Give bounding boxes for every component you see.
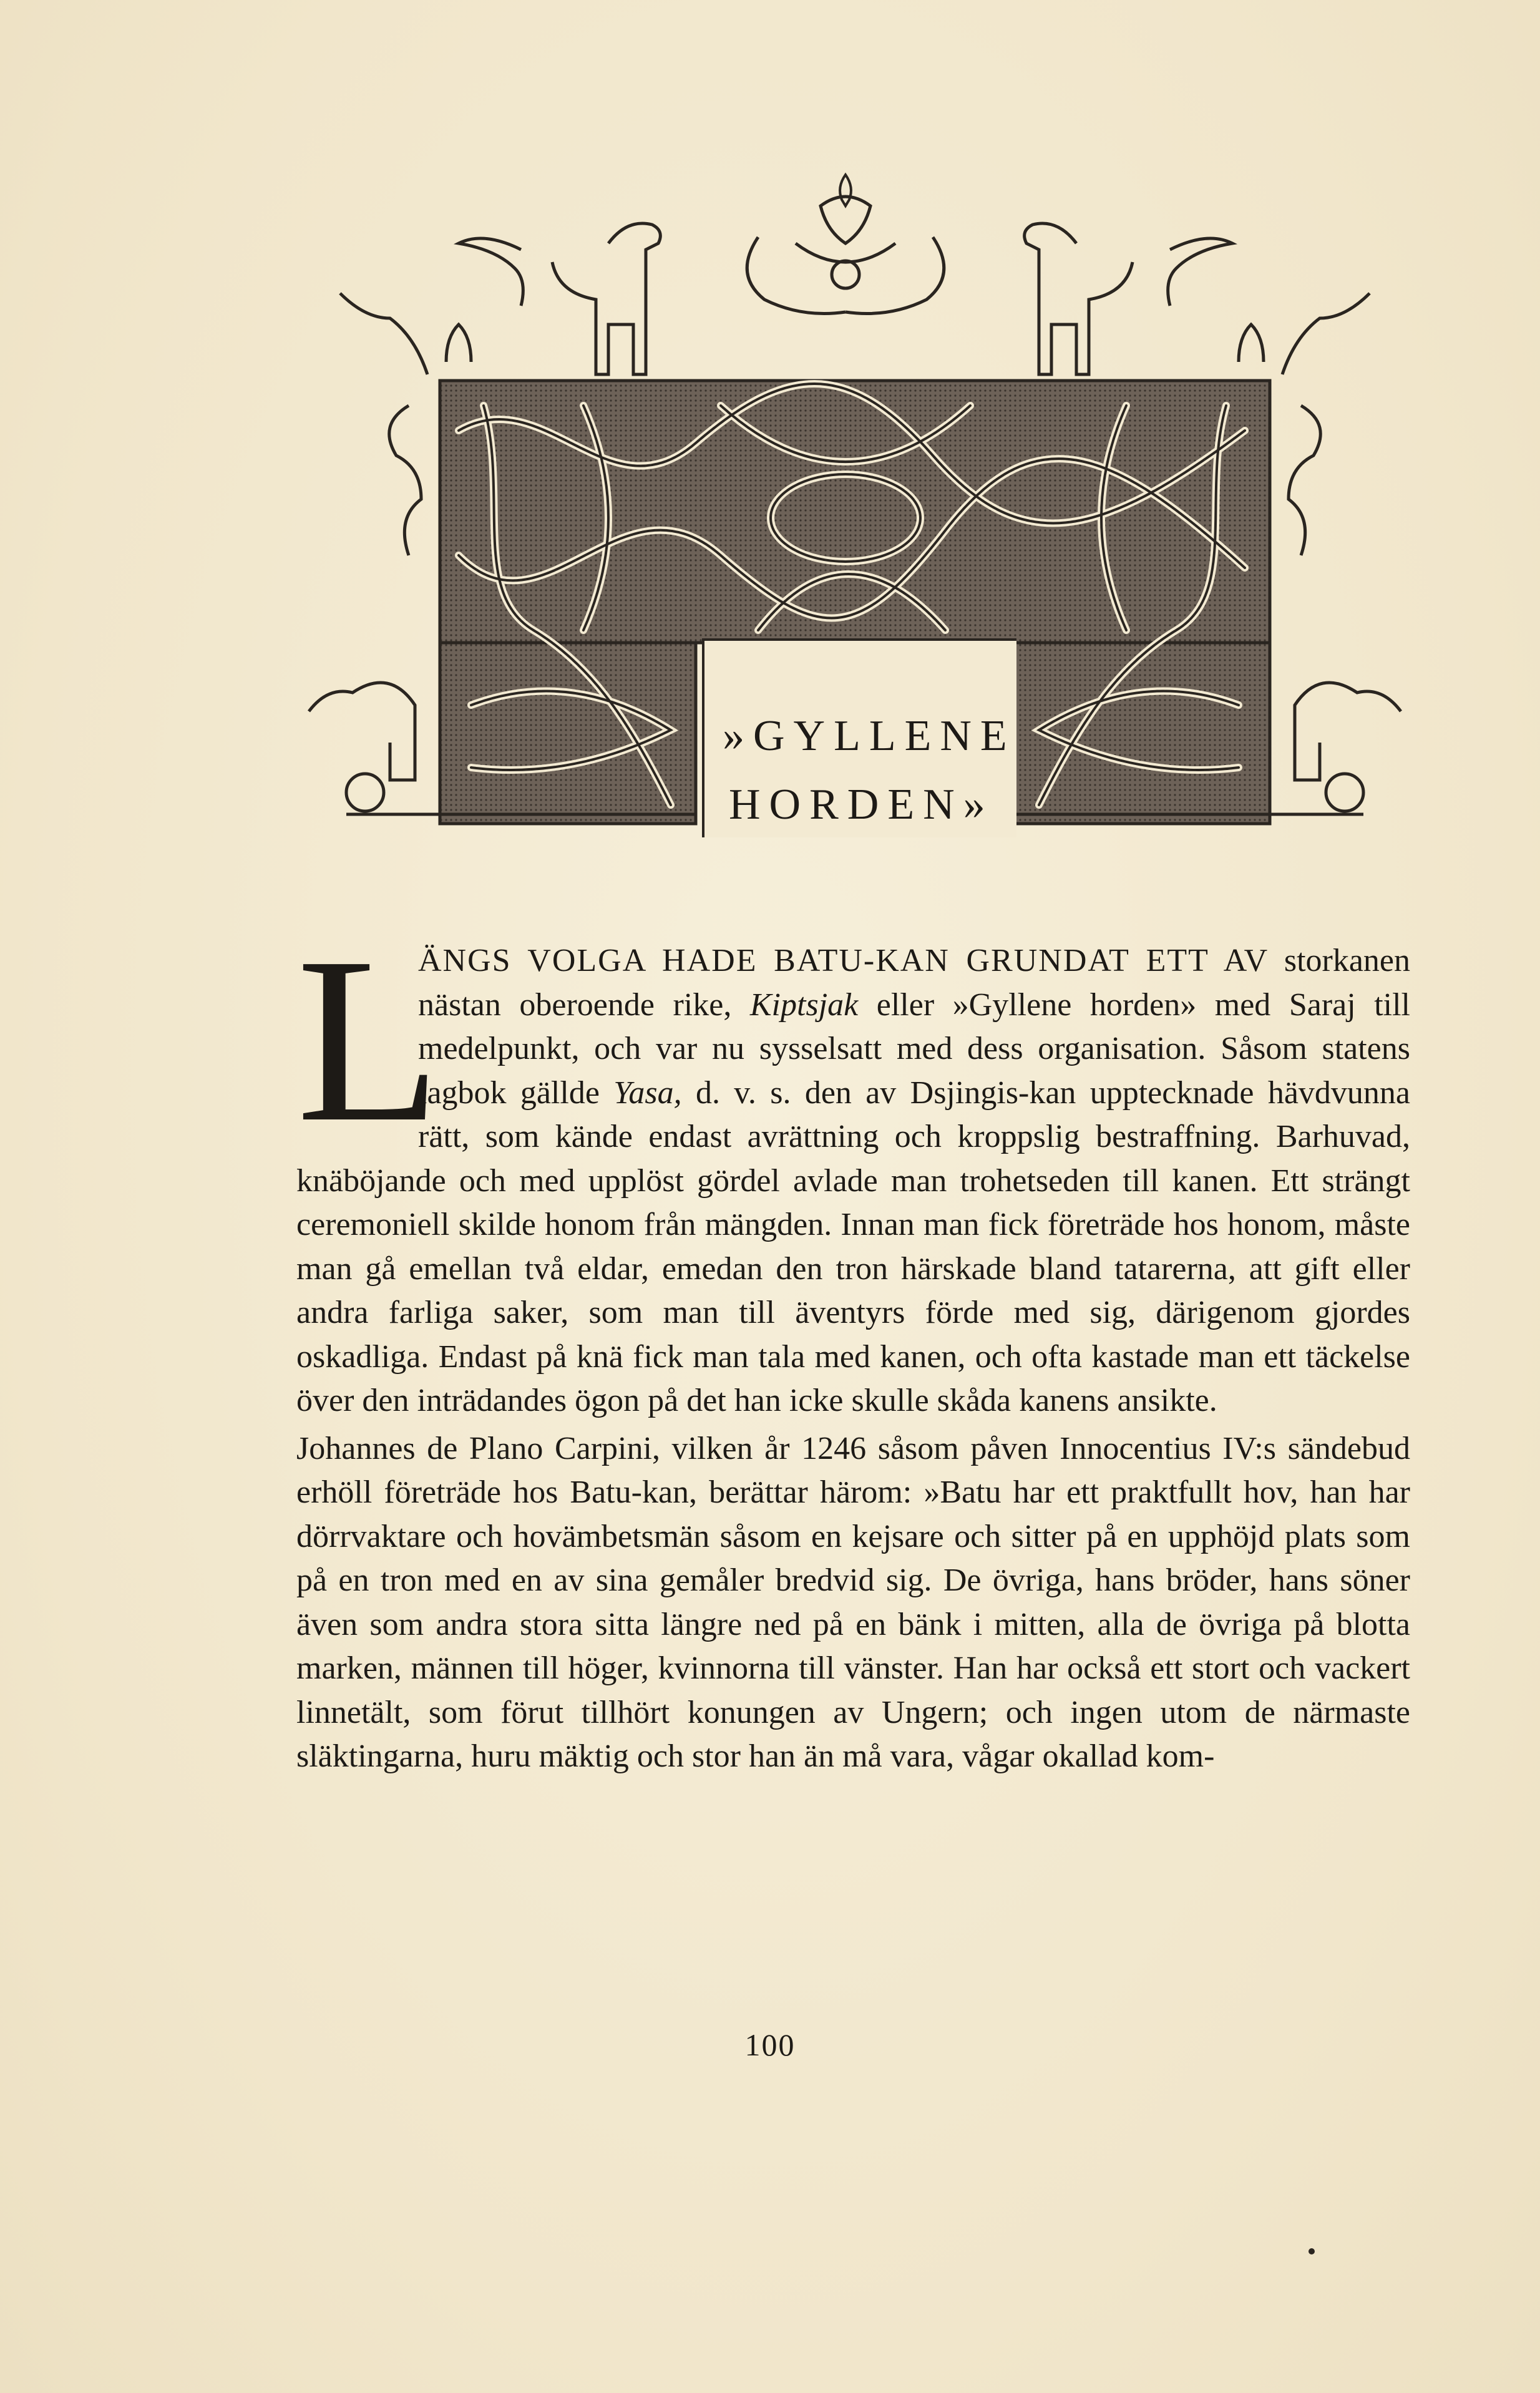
drop-cap: L <box>296 909 442 1171</box>
lead-in: ÄNGS VOLGA HADE BATU-KAN GRUNDAT ETT AV <box>418 943 1269 978</box>
page-number: 100 <box>744 2027 796 2062</box>
paragraph-1 <box>296 909 1410 1423</box>
paragraph-1-text-c: d. v. s. den av Dsjingis-kan upptecknade hävdvunna rätt, som kände endast avrättning och kroppslig bestraffning. Barhuvad, knäböjande och med upplöst gördel avlade man trohetseden till kanen. Ett strängt ceremoniell skilde honom från mängden. Innan man fick företräde hos honom, måste man gå emellan två eldar, emedan den tron härskade bland tatarerna, att gift eller andra farliga saker, som man till äventyrs förde med sig, därigenom gjordes oskadliga. Endast på knä fick man tala med kanen, och ofta kastade man ett täckelse över den inträdandes ögon på det han icke skulle skåda kanens ansikte. <box>296 1075 1410 1418</box>
paragraph-1-italic-kiptsjak: Kiptsjak <box>749 987 859 1023</box>
paragraph-1-text-b: eller »Gyllene horden» med Saraj till medelpunkt, och var nu sysselsatt med dess organisation. Såsom statens lagbok gällde <box>418 987 1410 1111</box>
body-text <box>296 909 1410 1779</box>
paragraph-1-text-a: storkanen nästan oberoende rike, <box>418 943 1410 1023</box>
ink-speck <box>1309 2248 1315 2254</box>
paragraph-1-italic-yasa: Yasa, <box>613 1075 682 1111</box>
paragraph-2: Johannes de Plano Carpini, vilken år 1246 såsom påven Innocentius IV:s sändebud erhöll företräde hos Batu-kan, berättar härom: »Batu har ett praktfullt hov, han har dörrvaktare och hovämbetsmän såsom en kejsare och sitter på en upphöjd plats som på en tron med en av sina gemåler bredvid sig. De övriga, hans bröder, hans söner även som andra stora sitta längre ned på en bänk i mitten, alla de övriga på blotta marken, männen till höger, kvinnorna till vänster. Han har också ett stort och vackert linnetält, som förut tillhört konungen av Ungern; och ingen utom de närmaste släktingarna, huru mäktig och stor han än må vara, vågar okallad kom- <box>296 1430 1410 1774</box>
chapter-title-line-2: HORDEN» <box>729 781 994 829</box>
chapter-title-line-1: »GYLLENE <box>723 712 1016 760</box>
